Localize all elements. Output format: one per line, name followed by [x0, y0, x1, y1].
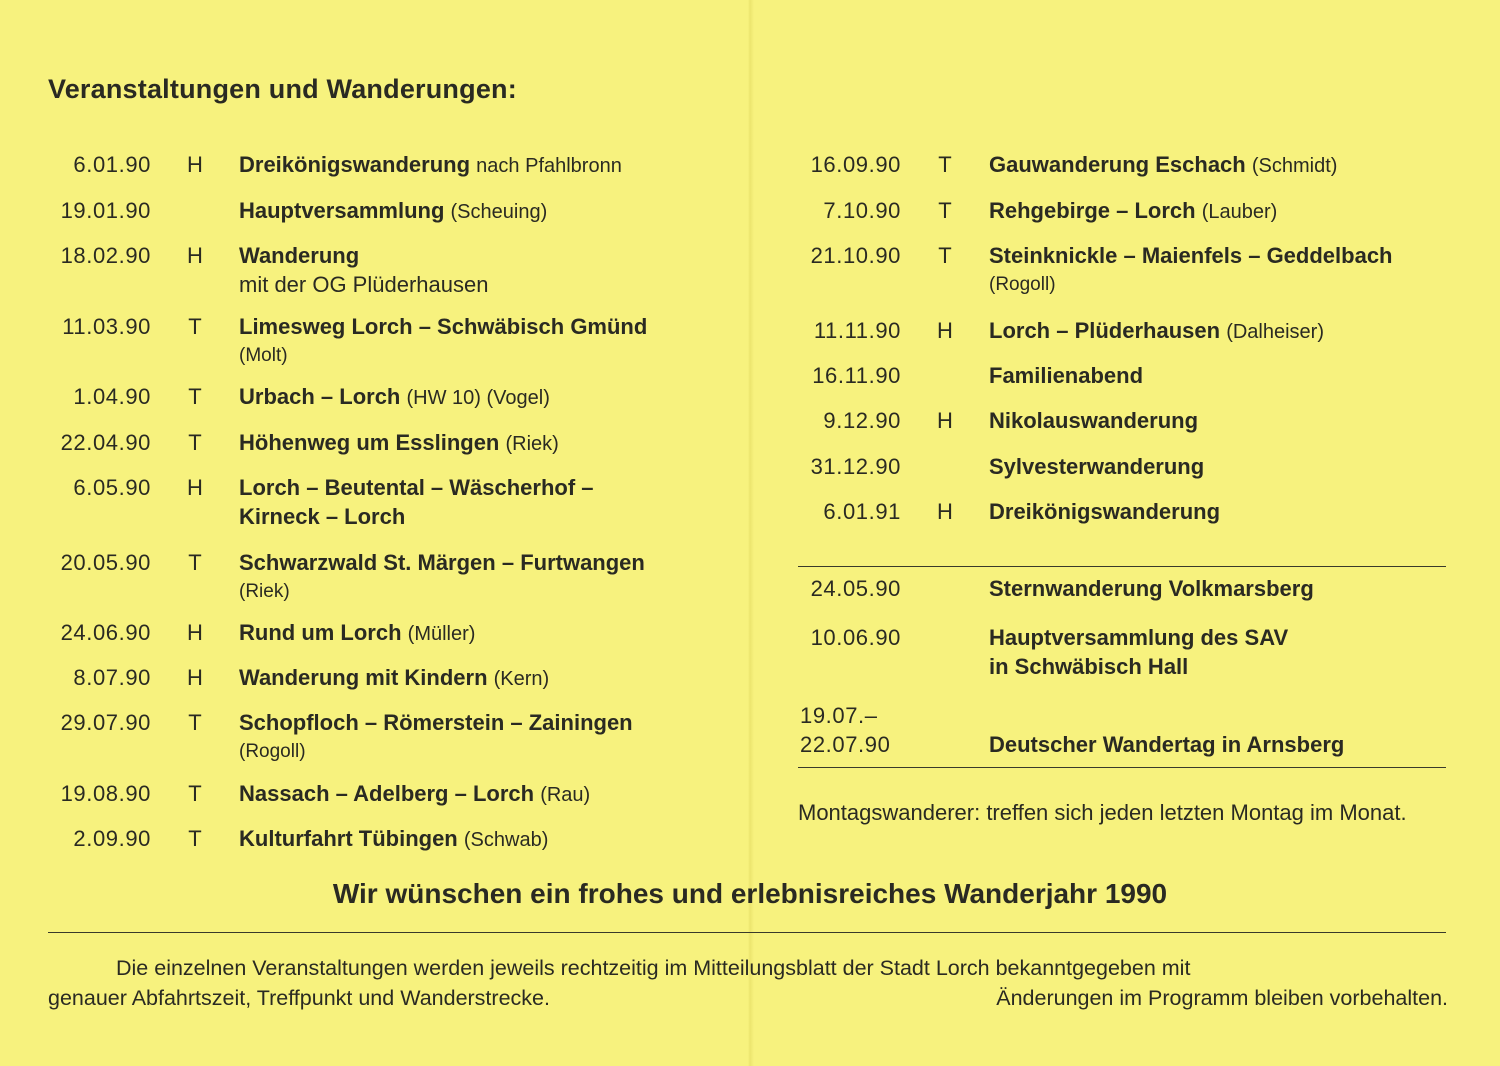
event-type: T	[188, 430, 202, 455]
event-type: H	[187, 152, 203, 177]
event-date: 20.05.90	[60, 550, 151, 575]
event-detail: (Schmidt)	[1251, 155, 1338, 177]
event-subline: (Riek)	[239, 581, 290, 602]
event-name: Lorch – Plüderhausen	[989, 318, 1221, 343]
event-name: Höhenweg um Esslingen	[239, 430, 500, 455]
event-date: 10.06.90	[810, 625, 901, 650]
event-subline: mit der OG Plüderhausen	[239, 272, 489, 297]
event-name: Deutscher Wandertag in Arnsberg	[989, 732, 1345, 757]
footer-line-1: Die einzelnen Veranstaltungen werden jeweils rechtzeitig im Mitteilungsblatt der Stadt Lorch bekanntgegeben mit	[116, 956, 1191, 980]
event-name: Dreikönigswanderung	[239, 152, 471, 177]
event-type: H	[937, 408, 953, 433]
event-type: H	[187, 620, 203, 645]
event-name: Wanderung	[239, 243, 360, 268]
event-name: Schwarzwald St. Märgen – Furtwangen	[239, 550, 645, 575]
event-name: Gauwanderung Eschach	[989, 152, 1246, 177]
event-date: 11.03.90	[62, 314, 151, 339]
event-name: Rehgebirge – Lorch	[989, 198, 1196, 223]
event-date: 11.11.90	[813, 318, 901, 343]
event-date: 2.09.90	[73, 826, 151, 851]
event-subline: Kirneck – Lorch	[239, 504, 406, 529]
event-name: Rund um Lorch	[239, 620, 402, 645]
event-subline: (Rogoll)	[239, 741, 306, 762]
event-name: Wanderung mit Kindern	[239, 665, 488, 690]
special-event-row	[798, 701, 1448, 759]
event-type: T	[938, 243, 952, 268]
footer-line-2-right: Änderungen im Programm bleiben vorbehalten.	[996, 986, 1448, 1010]
event-date: 7.10.90	[823, 198, 901, 223]
closing-wish: Wir wünschen ein frohes und erlebnisreiches Wanderjahr 1990	[332, 878, 1168, 909]
event-type: T	[188, 781, 202, 806]
event-name: Sylvesterwanderung	[989, 454, 1205, 479]
event-row	[48, 548, 728, 606]
footer-line-2-left: genauer Abfahrtszeit, Treffpunkt und Wanderstrecke.	[48, 986, 550, 1010]
event-date: 24.06.90	[60, 620, 151, 645]
event-date: 19.08.90	[60, 781, 151, 806]
event-date: 16.09.90	[810, 152, 901, 177]
event-type: H	[187, 475, 203, 500]
special-events-bottom-rule	[798, 767, 1446, 768]
event-name: Steinknickle – Maienfels – Geddelbach	[989, 243, 1393, 268]
event-date: 31.12.90	[810, 454, 901, 479]
event-name: Nikolauswanderung	[989, 408, 1199, 433]
event-date: 22.04.90	[60, 430, 151, 455]
event-row	[798, 196, 1448, 227]
event-type: T	[188, 314, 202, 339]
footer-rule	[48, 932, 1446, 933]
special-events-top-rule	[798, 566, 1446, 567]
event-type: T	[938, 198, 952, 223]
event-row	[798, 316, 1448, 347]
event-row	[798, 361, 1448, 390]
event-row	[48, 241, 728, 299]
event-date: 21.10.90	[810, 243, 901, 268]
event-type: T	[188, 710, 202, 735]
event-name: Kulturfahrt Tübingen	[239, 826, 458, 851]
event-type: T	[188, 550, 202, 575]
event-detail: (Müller)	[407, 623, 476, 645]
event-name: Nassach – Adelberg – Lorch	[239, 781, 535, 806]
event-type: H	[187, 243, 203, 268]
event-date: 16.11.90	[812, 363, 901, 388]
event-row	[48, 473, 728, 531]
event-date: 6.01.91	[823, 499, 901, 524]
event-date: 19.07.–	[800, 703, 878, 728]
event-type: T	[188, 384, 202, 409]
event-detail: (Dalheiser)	[1226, 321, 1324, 343]
event-date: 1.04.90	[73, 384, 151, 409]
event-date: 18.02.90	[60, 243, 151, 268]
event-name: Sternwanderung Volkmarsberg	[989, 576, 1314, 601]
event-row	[48, 618, 728, 649]
event-row	[48, 663, 728, 694]
event-name: Dreikönigswanderung	[989, 499, 1221, 524]
event-name: Limesweg Lorch – Schwäbisch Gmünd	[239, 314, 648, 339]
event-row	[798, 241, 1448, 299]
event-type: H	[187, 665, 203, 690]
event-date: 29.07.90	[60, 710, 151, 735]
event-row	[48, 779, 728, 810]
event-row	[48, 382, 728, 413]
event-date: 6.05.90	[73, 475, 151, 500]
footer-text	[48, 953, 1448, 1013]
special-event-row	[798, 623, 1448, 681]
event-name: Hauptversammlung des SAV	[989, 625, 1289, 650]
event-name-line2: in Schwäbisch Hall	[989, 654, 1189, 679]
event-row	[48, 196, 728, 227]
event-detail: (Riek)	[505, 433, 559, 455]
event-name: Schopfloch – Römerstein – Zainingen	[239, 710, 633, 735]
event-subline: (Molt)	[239, 345, 288, 366]
event-detail: (Rau)	[540, 784, 591, 806]
event-date: 9.12.90	[823, 408, 901, 433]
event-type: T	[188, 826, 202, 851]
event-detail: (Kern)	[493, 668, 550, 690]
event-row	[798, 452, 1448, 481]
event-subline: (Rogoll)	[989, 274, 1056, 295]
event-detail: (Scheuing)	[450, 201, 548, 223]
event-date-end: 22.07.90	[800, 732, 891, 757]
event-date: 8.07.90	[73, 665, 151, 690]
event-date: 24.05.90	[810, 576, 901, 601]
event-name: Lorch – Beutental – Wäscherhof –	[239, 475, 594, 500]
event-name: Urbach – Lorch	[239, 384, 401, 409]
event-detail: nach Pfahlbronn	[476, 155, 622, 177]
event-name: Familienabend	[989, 363, 1144, 388]
event-detail: (HW 10) (Vogel)	[406, 387, 550, 409]
event-detail: (Lauber)	[1201, 201, 1278, 223]
event-detail: (Schwab)	[463, 829, 549, 851]
event-row	[48, 708, 728, 766]
event-row	[48, 312, 728, 370]
event-type: H	[937, 318, 953, 343]
event-date: 19.01.90	[60, 198, 151, 223]
event-row	[48, 824, 728, 855]
page-title: Veranstaltungen und Wanderungen:	[48, 74, 517, 104]
event-row	[798, 497, 1448, 526]
event-row	[798, 150, 1448, 181]
event-row	[798, 406, 1448, 435]
special-event-row	[798, 574, 1448, 603]
event-row	[48, 150, 728, 181]
event-row	[48, 428, 728, 459]
montagswanderer-note: Montagswanderer: treffen sich jeden letzten Montag im Monat.	[798, 800, 1407, 825]
event-type: T	[938, 152, 952, 177]
event-date: 6.01.90	[73, 152, 151, 177]
event-type: H	[937, 499, 953, 524]
event-name: Hauptversammlung	[239, 198, 445, 223]
